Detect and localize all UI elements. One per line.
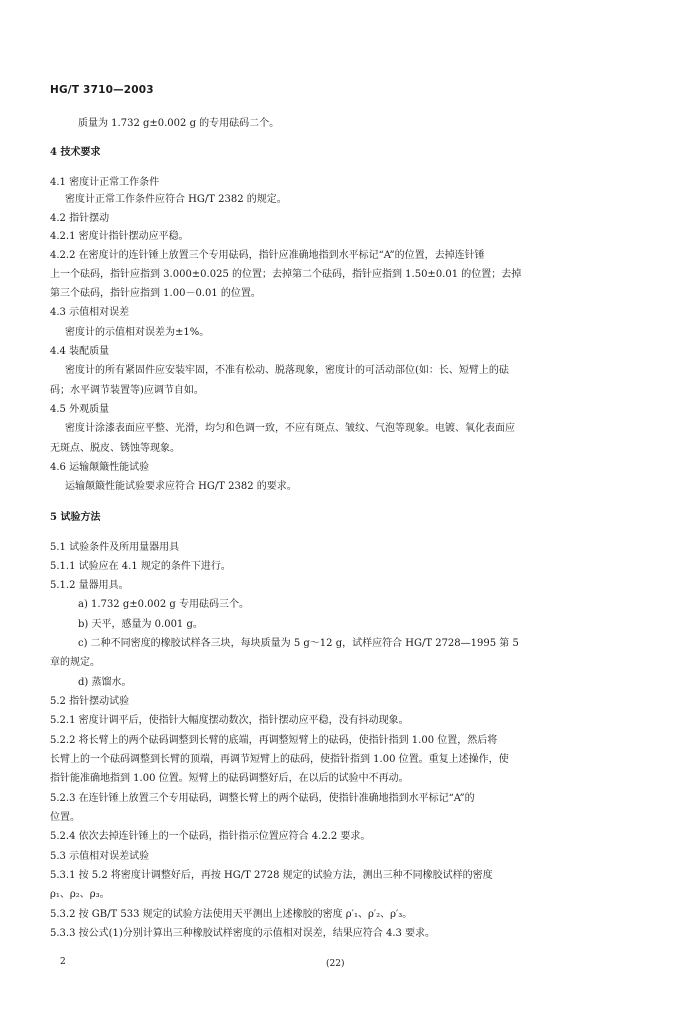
clause-heading: 5.1 试验条件及所用量器用具 <box>50 542 180 553</box>
text-line: 4.2.2 在密度计的连针锤上放置三个专用砝码，指针应准确地指到水平标记“A”的位置，去掉连针锤 <box>50 250 485 261</box>
page-number: 2 <box>60 957 66 967</box>
clause-heading: 4.1 密度计正常工作条件 <box>50 177 160 188</box>
text-line: 指针能准确地指到 1.00 位置。短臂上的砝码调整好后，在以后的试验中不再动。 <box>50 773 409 784</box>
text-line: 无斑点、脱皮、锈蚀等现象。 <box>50 443 180 454</box>
clause-heading: 4.5 外观质量 <box>50 404 110 415</box>
text-line: 4.2.1 密度计指针摆动应平稳。 <box>50 231 189 242</box>
list-item: b) 天平，感量为 0.001 g。 <box>78 619 203 630</box>
text-line: 运输颠簸性能试验要求应符合 HG/T 2382 的要求。 <box>65 481 297 492</box>
text-line: ρ₁、ρ₂、ρ₃。 <box>50 889 110 900</box>
text-line: 5.1.1 试验应在 4.1 规定的条件下进行。 <box>50 561 231 572</box>
text-line: 密度计正常工作条件应符合 HG/T 2382 的规定。 <box>65 194 287 205</box>
section-heading: 5 试验方法 <box>50 512 101 523</box>
list-item: d) 蒸馏水。 <box>78 677 132 688</box>
clause-heading: 4.2 指针摆动 <box>50 213 110 224</box>
text-line: 密度计的所有紧固件应安装牢固，不准有松动、脱落现象，密度计的可活动部位(如：长、短臂上的砝 <box>65 365 509 376</box>
text-line: 码；水平调节装置等)应调节自如。 <box>50 385 204 396</box>
text-line: 上一个砝码，指针应指到 3.000±0.025 的位置；去掉第二个砝码，指针应指到 1.50±0.01 的位置；去掉 <box>50 269 522 280</box>
section-heading: 4 技术要求 <box>50 147 101 158</box>
clause-heading: 5.2 指针摆动试验 <box>50 696 130 707</box>
clause-heading: 5.3 示值相对误差试验 <box>50 851 150 862</box>
text-line: 第三个砝码，指针应指到 1.00－0.01 的位置。 <box>50 288 261 299</box>
clause-heading: 4.6 运输颠簸性能试验 <box>50 462 150 473</box>
text-line: 5.2.4 依次去掉连针锤上的一个砝码，指针指示位置应符合 4.2.2 要求。 <box>50 831 371 842</box>
text-line: 密度计的示值相对误差为±1%。 <box>65 327 210 338</box>
text-line: 章的规定。 <box>50 657 100 668</box>
clause-heading: 4.3 示值相对误差 <box>50 307 130 318</box>
text-line: 5.2.1 密度计调平后，使指针大幅度摆动数次，指针摆动应平稳，没有抖动现象。 <box>50 715 409 726</box>
text-line: 密度计涂漆表面应平整、光滑，均匀和色调一致，不应有斑点、皱纹、气泡等现象。电镀、氧化表面应 <box>65 423 515 434</box>
text-line: 质量为 1.732 g±0.002 g 的专用砝码二个。 <box>78 118 280 129</box>
footer-page-label: (22) <box>326 959 345 969</box>
list-item: a) 1.732 g±0.002 g 专用砝码三个。 <box>78 599 250 610</box>
document-header: HG/T 3710—2003 <box>50 84 154 96</box>
text-line: 5.2.3 在连针锤上放置三个专用砝码，调整长臂上的两个砝码，使指针准确地指到水平标记“A”的 <box>50 793 475 804</box>
text-line: 5.3.3 按公式(1)分别计算出三种橡胶试样密度的示值相对误差，结果应符合 4.3 要求。 <box>50 928 436 939</box>
text-line: 5.3.1 按 5.2 将密度计调整好后，再按 HG/T 2728 规定的试验方法，测出三种不同橡胶试样的密度 <box>50 870 493 881</box>
text-line: 5.1.2 量器用具。 <box>50 580 129 591</box>
clause-heading: 4.4 装配质量 <box>50 346 110 357</box>
text-line: 位置。 <box>50 812 80 823</box>
list-item: c) 二种不同密度的橡胶试样各三块，每块质量为 5 g～12 g，试样应符合 HG/T 2728—1995 第 5 <box>78 638 519 649</box>
text-line: 5.3.2 按 GB/T 533 规定的试验方法使用天平测出上述橡胶的密度 ρ′₁、ρ′₂、ρ′₃。 <box>50 909 413 920</box>
text-line: 5.2.2 将长臂上的两个砝码调整到长臂的底端，再调整短臂上的砝码，使指针指到 1.00 位置，然后将 <box>50 735 498 746</box>
text-line: 长臂上的一个砝码调整到长臂的顶端，再调节短臂上的砝码，使指针指到 1.00 位置。重复上述操作，使 <box>50 754 509 765</box>
